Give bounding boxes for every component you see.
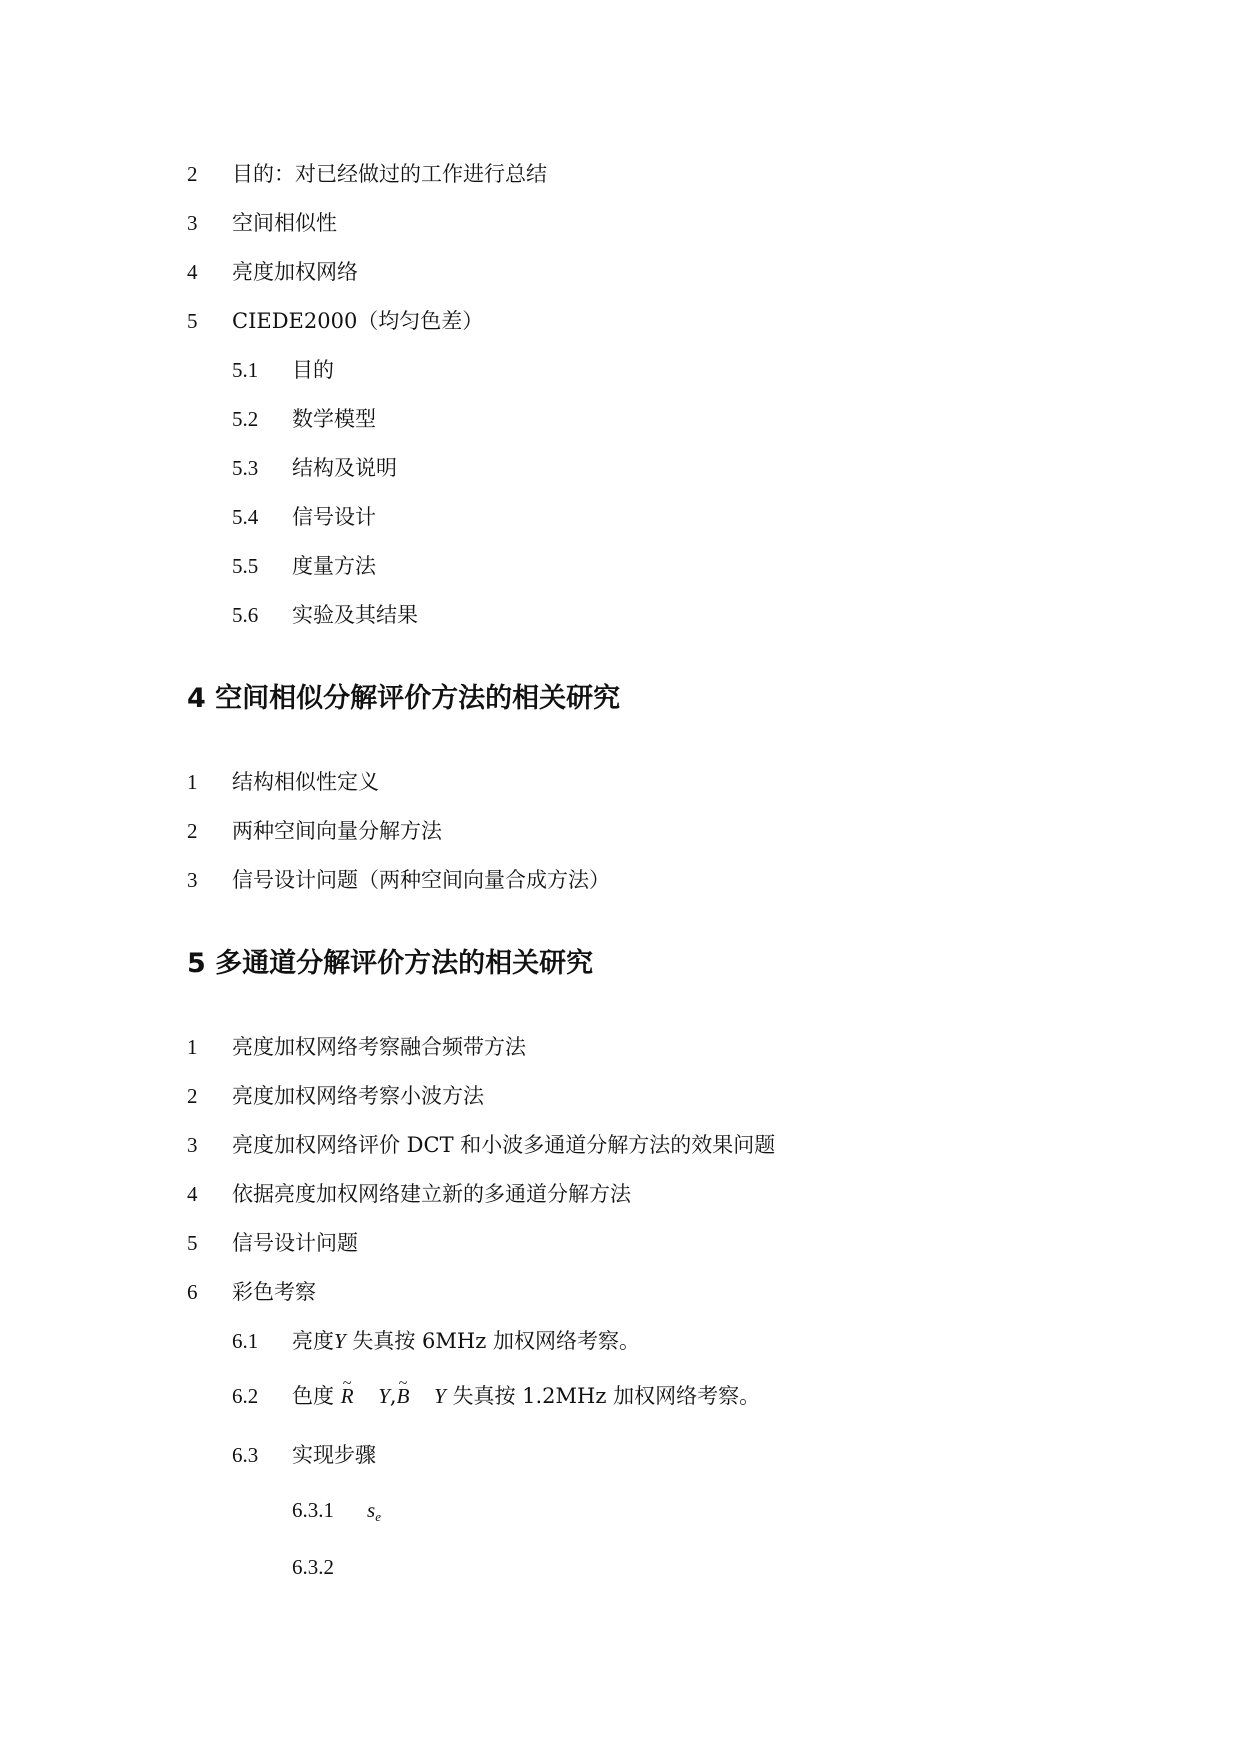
list-item-number: 1 (187, 770, 198, 794)
list-item-number: 1 (187, 1035, 198, 1059)
subitem-number: 5.4 (232, 505, 259, 529)
list-item-text: 亮度加权网络考察小波方法 (232, 1084, 484, 1108)
subitem-number: 6.3 (232, 1443, 259, 1467)
list-item-text: 目的：对已经做过的工作进行总结 (232, 162, 547, 186)
list-item-text: 彩色考察 (232, 1280, 316, 1304)
e-subscript: e (375, 1509, 381, 1524)
subitem-6-1 (292, 1327, 640, 1355)
subitem-text: 信号设计 (292, 505, 376, 529)
subitem-number: 5.6 (232, 603, 259, 627)
list-item-number: 4 (187, 1182, 198, 1206)
list-item-number: 3 (187, 211, 198, 235)
subitem-text-pre: 亮度 (292, 1329, 334, 1353)
list-item-number: 5 (187, 1231, 198, 1255)
subitem-number: 6.2 (232, 1384, 259, 1408)
b-tilde-symbol: ~ B (397, 1382, 410, 1410)
list-item-number: 2 (187, 819, 198, 843)
subitem-number: 5.1 (232, 358, 259, 382)
list-item-text: 信号设计问题 (232, 1231, 358, 1255)
subitem-number: 6.1 (232, 1329, 259, 1353)
list-item-text: 两种空间向量分解方法 (232, 819, 442, 843)
subitem-number: 5.3 (232, 456, 259, 480)
comma: , (389, 1384, 397, 1408)
luma-symbol: Y (434, 1384, 446, 1408)
list-item-text: 亮度加权网络考察融合频带方法 (232, 1035, 526, 1059)
list-item-number: 2 (187, 1084, 198, 1108)
list-item-number: 3 (187, 868, 198, 892)
s-symbol: s (367, 1498, 376, 1522)
luma-symbol: Y (334, 1329, 346, 1353)
list-item-text: 结构相似性定义 (232, 770, 379, 794)
list-item-text: 空间相似性 (232, 211, 337, 235)
subsubitem-6-3-1 (367, 1496, 381, 1531)
subsubitem-number: 6.3.2 (292, 1555, 334, 1579)
subsubitem-number: 6.3.1 (292, 1498, 334, 1522)
subitem-text: 目的 (292, 358, 334, 382)
subitem-text: 度量方法 (292, 554, 376, 578)
list-item-text: 依据亮度加权网络建立新的多通道分解方法 (232, 1182, 631, 1206)
subitem-text: 结构及说明 (292, 456, 397, 480)
list-item-text: 亮度加权网络 (232, 260, 358, 284)
list-item-number: 2 (187, 162, 198, 186)
luma-symbol: Y (378, 1384, 390, 1408)
list-item-number: 3 (187, 1133, 198, 1157)
subitem-text: 实验及其结果 (292, 603, 418, 627)
subitem-number: 5.5 (232, 554, 259, 578)
list-item-number: 5 (187, 309, 198, 333)
r-tilde-symbol: ~ R (341, 1382, 354, 1410)
subitem-number: 5.2 (232, 407, 259, 431)
list-item-text: 信号设计问题（两种空间向量合成方法） (232, 868, 610, 892)
subitem-text-post: 失真按 1.2MHz 加权网络考察。 (445, 1384, 761, 1408)
subitem-6-2 (292, 1382, 760, 1410)
section-heading: 4 空间相似分解评价方法的相关研究 (187, 683, 621, 714)
list-item-number: 4 (187, 260, 198, 284)
subitem-text-post: 失真按 6MHz 加权网络考察。 (345, 1329, 640, 1353)
subitem-text: 实现步骤 (292, 1443, 376, 1467)
list-item-text: CIEDE2000（均匀色差） (232, 309, 484, 333)
subitem-text-pre: 色度 (292, 1384, 334, 1408)
section-heading: 5 多通道分解评价方法的相关研究 (187, 948, 594, 979)
list-item-text: 亮度加权网络评价 DCT 和小波多通道分解方法的效果问题 (232, 1133, 776, 1157)
list-item-number: 6 (187, 1280, 198, 1304)
subitem-text: 数学模型 (292, 407, 376, 431)
